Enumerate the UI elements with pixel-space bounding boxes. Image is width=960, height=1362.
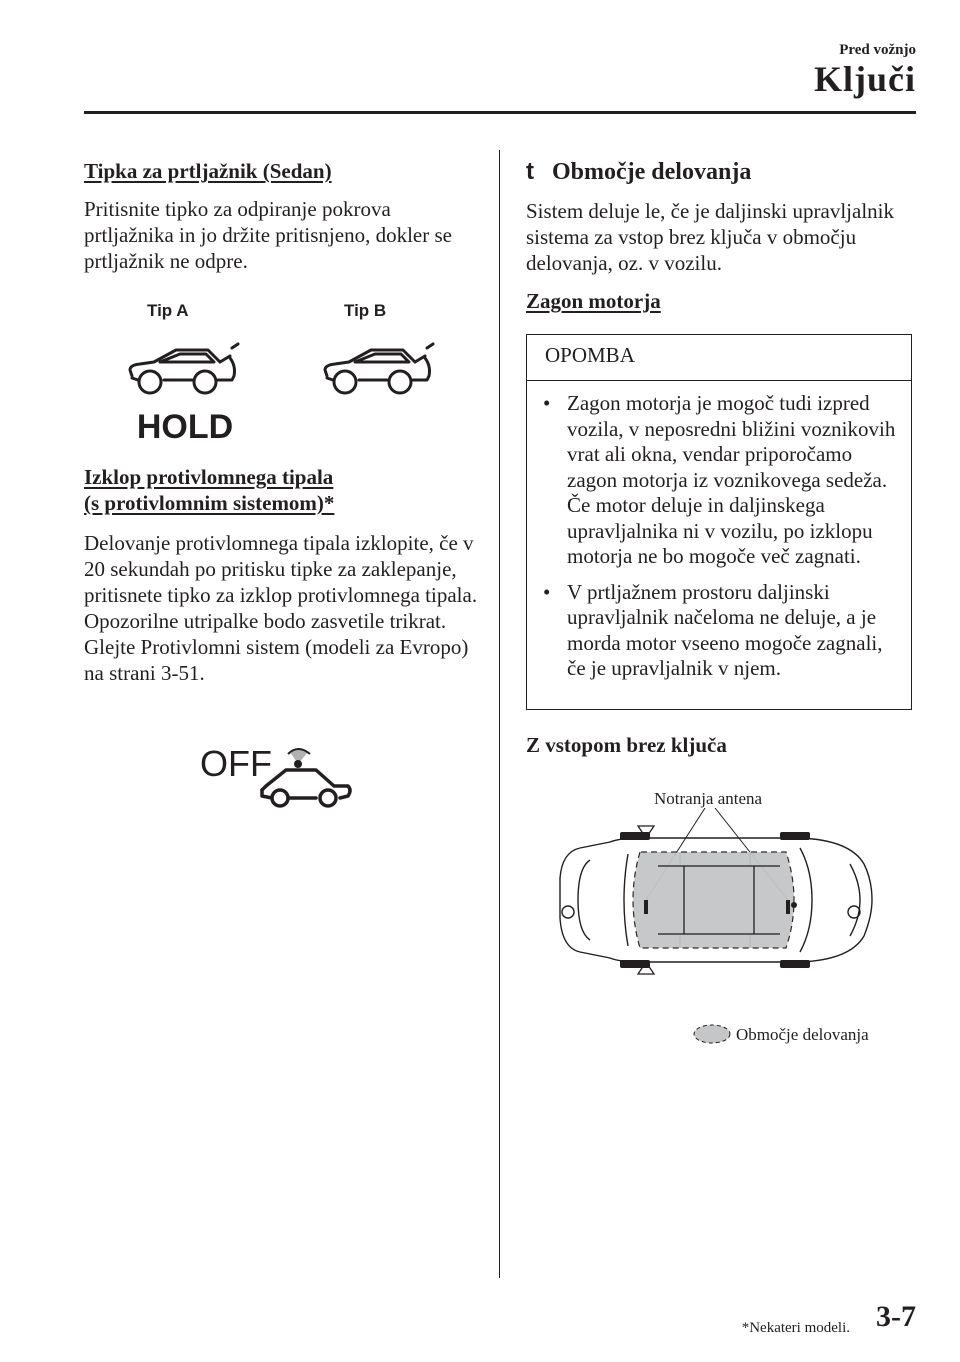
bullet-icon: • <box>543 579 551 604</box>
engine-heading: Zagon motorja <box>526 289 661 313</box>
note-item <box>543 391 897 570</box>
note-box <box>526 334 912 710</box>
note-title: OPOMBA <box>527 335 911 381</box>
off-text: OFF <box>200 743 272 784</box>
antenna-label: Notranja antena <box>654 789 763 808</box>
note-list <box>527 381 911 682</box>
column-divider <box>499 150 500 1278</box>
sensor-heading-line1: Izklop protivlomnega tipala <box>84 465 334 489</box>
trunk-heading: Tipka za prtljažnik (Sedan) <box>84 159 332 183</box>
note-item-text: Zagon motorja je mogoč tudi izpred vozila, v neposredni bližini voznikovih vrat ali okna, vendar priporočamo zagon motorja iz voznikovega sedeža. Če motor deluje in daljinskega upravljalnika ni v vozilu, po izklopu motorja ne bo mogoče več zagnati. <box>567 391 896 568</box>
note-item-text: V prtljažnem prostoru daljinski upravljalnik načeloma ne deluje, a je morda motor vseeno mogoče zagnali, če je upravljalnik v njem. <box>567 579 883 680</box>
note-item <box>543 579 897 682</box>
sensor-text: Delovanje protivlomnega tipala izklopite, če v 20 sekundah po pritisku tipke za zaklepanje, pritisnete tipko za izklop protivlomnega tipala. Opozorilne utripalke bodo zasvetile trikrat. Glejte Protivlomni sistem (modeli za Evropo) na strani 3-51. <box>84 531 478 685</box>
trunk-text: Pritisnite tipko za odpiranje pokrova prtljažnika in jo držite pritisnjeno, dokler se prtljažnik ne odpre. <box>84 197 452 273</box>
range-legend-label: Območje delovanja <box>736 1025 869 1044</box>
section-bullet-glyph: t <box>526 158 534 185</box>
page-number: 3-7 <box>876 1300 916 1333</box>
intrusion-sensor-off-icon <box>196 740 361 810</box>
keyless-range-diagram <box>550 808 880 998</box>
keyless-heading: Z vstopom brez ključa <box>526 733 727 757</box>
header-rule <box>84 111 916 114</box>
range-legend-swatch-icon <box>692 1022 732 1046</box>
trunk-open-icon-type-a <box>120 340 250 444</box>
type-b-label: Tip B <box>344 301 387 320</box>
type-a-label: Tip A <box>147 301 189 320</box>
hold-text: HOLD <box>136 408 234 444</box>
range-heading-text: Območje delovanja <box>552 159 752 185</box>
sensor-heading-line2: (s protivlomnim sistemom)* <box>84 491 335 515</box>
range-text: Sistem deluje le, če je daljinski upravljalnik sistema za vstop brez ključa v območju delovanja, oz. v vozilu. <box>526 199 894 275</box>
footnote: *Nekateri modeli. <box>741 1320 850 1336</box>
trunk-open-icon-type-b <box>315 340 445 400</box>
section-title: Pred vožnjo <box>839 42 916 58</box>
bullet-icon: • <box>543 391 551 415</box>
chapter-title: Ključi <box>814 59 916 99</box>
range-heading <box>526 158 751 186</box>
